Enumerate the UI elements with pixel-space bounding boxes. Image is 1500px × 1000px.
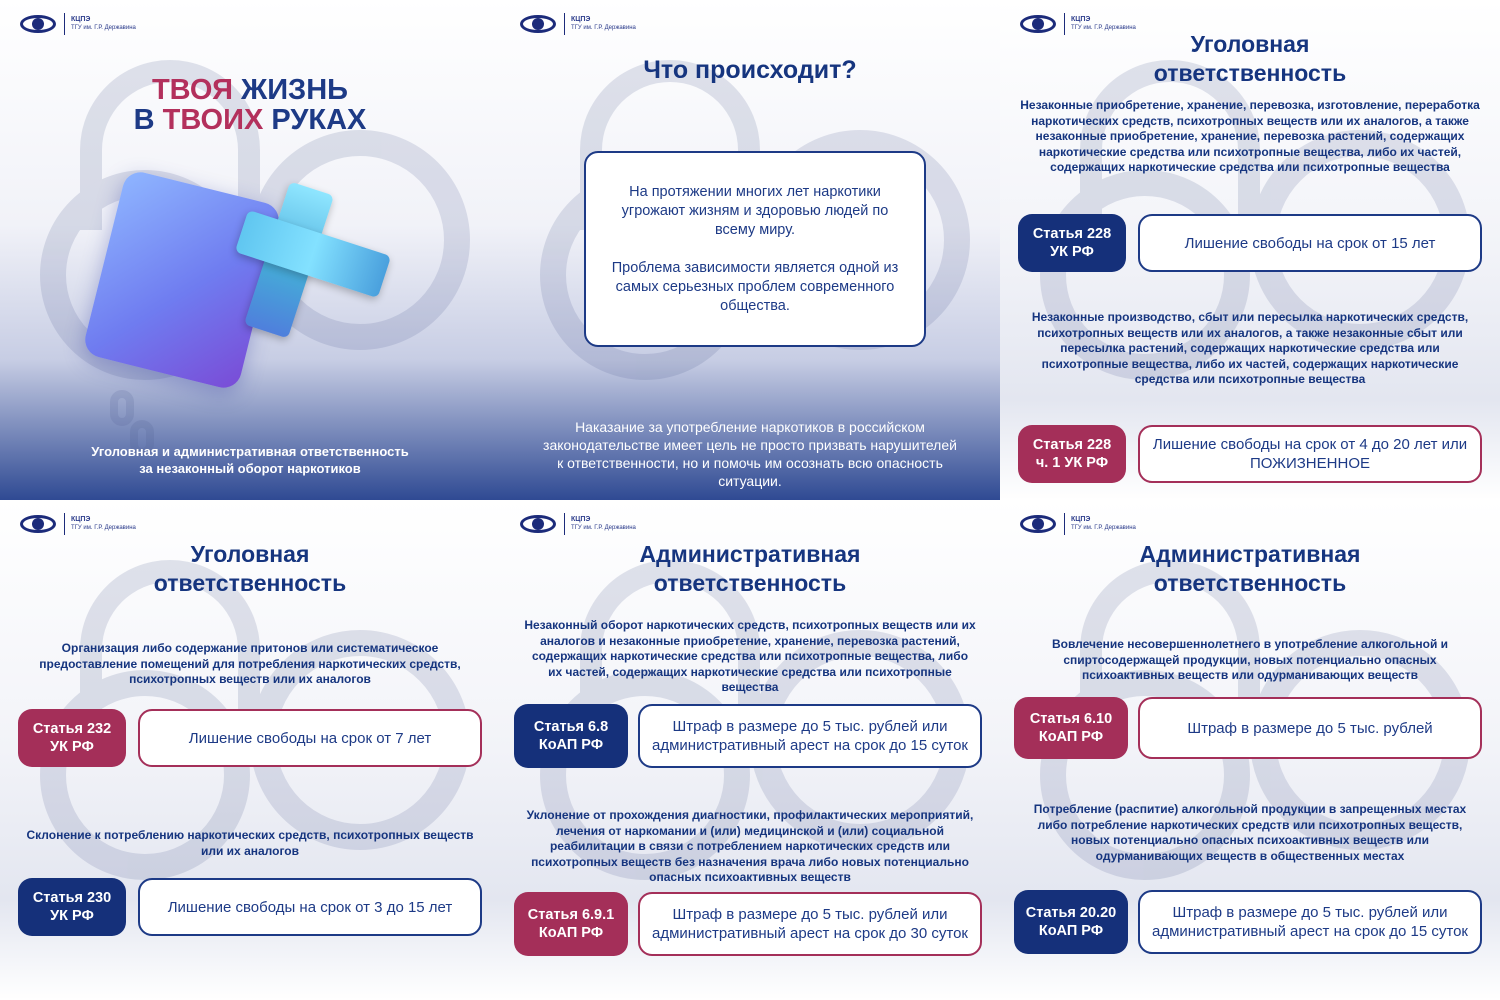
article-badge-line: Статья 228: [1032, 226, 1112, 242]
slide-title: [500, 540, 1000, 598]
article-description: Уклонение от прохождения диагностики, профилактических мероприятий, лечения от наркомании и (или) медицинской и (или) социальной реабилитации в связи с потреблением наркотических средств или психотропных веществ без назначения врача либо новых потенциально опасных психоактивных веществ: [526, 808, 974, 884]
article-description: Потребление (распитие) алкогольной продукции в запрещенных местах либо потребление наркотических средств или психотропных веществ, новых потенциально опасных психоактивных веществ или одурманивающих веществ в общественных местах: [1033, 802, 1467, 863]
article-badge-line: Статья 20.20: [1025, 905, 1117, 921]
logo-subtitle: ТГУ им. Г.Р. Державина: [1071, 525, 1136, 531]
info-card-paragraph: Проблема зависимости является одной из самых серьезных проблем современного общества.: [611, 260, 899, 314]
logo-subtitle: ТГУ им. Г.Р. Державина: [71, 525, 136, 531]
logo-abbr: КЦПЭ: [1071, 516, 1091, 523]
intro-subtitle-line: за незаконный оборот наркотиков: [139, 461, 361, 476]
logo-subtitle: ТГУ им. Г.Р. Державина: [1071, 25, 1136, 31]
hero-title: [0, 75, 500, 135]
article-description: Незаконные приобретение, хранение, перевозка, изготовление, переработка наркотических средств, психотропных веществ или их аналогов, а также незаконные приобретение, хранение, перевозка растений, содержащих наркотические средства или психотропные вещества, либо их частей, содержащих наркотические средства или психотропные вещества: [1020, 98, 1480, 174]
article-badge-line: Статья 230: [32, 890, 112, 906]
article-badge-line: Статья 232: [32, 721, 112, 737]
logo: [518, 512, 636, 536]
logo-abbr: КЦПЭ: [71, 516, 91, 523]
logo-subtitle: ТГУ им. Г.Р. Державина: [571, 525, 636, 531]
article-badge-line: Статья 6.8: [533, 719, 609, 735]
article-badge: [1018, 214, 1126, 272]
article-badge: [18, 709, 126, 767]
slide-intro: [0, 0, 500, 500]
slide-title-line: Уголовная: [1190, 31, 1310, 57]
hero-accent-word: ТВОЯ: [151, 74, 233, 106]
intro-subtitle-line: Уголовная и административная ответственность: [91, 444, 409, 459]
article-badge-line: КоАП РФ: [1038, 729, 1104, 745]
article-description: Незаконные производство, сбыт или пересылка наркотических средств, психотропных веществ или их аналогов, а также незаконные сбыт или пересылка растений, содержащих наркотические средства или психотропные вещества, либо их частей, содержащих наркотические средства или психотропные вещества: [1031, 310, 1469, 386]
hero-accent-word: ТВОИХ: [162, 104, 264, 136]
eye-logo-icon: [18, 12, 58, 36]
slide-criminal-2: [0, 500, 500, 1000]
slide-administrative-1: [500, 500, 1000, 1000]
penalty-box: Лишение свободы на срок от 15 лет: [1138, 214, 1482, 272]
slide-title: [1000, 30, 1500, 88]
penalty-box: Лишение свободы на срок от 7 лет: [138, 709, 482, 767]
hero-word: В: [133, 104, 163, 136]
logo-abbr: КЦПЭ: [1071, 16, 1091, 23]
slide-title-line: ответственность: [1153, 60, 1347, 86]
article-badge-line: Статья 6.9.1: [527, 907, 615, 923]
slide-what-happens: [500, 0, 1000, 500]
logo-abbr: КЦПЭ: [571, 516, 591, 523]
eye-logo-icon: [518, 12, 558, 36]
article-badge: [18, 878, 126, 936]
article-description: Склонение к потреблению наркотических средств, психотропных веществ или их аналогов: [26, 828, 474, 858]
logo: [518, 12, 636, 36]
intro-subtitle: [30, 443, 470, 477]
article-badge: [1014, 890, 1128, 954]
article-badge-line: КоАП РФ: [538, 737, 604, 753]
penalty-box: Лишение свободы на срок от 3 до 15 лет: [138, 878, 482, 936]
article-description: Организация либо содержание притонов или систематическое предоставление помещений для потребления наркотических средств, психотропных веществ или их аналогов: [39, 641, 461, 686]
slide-title: [0, 540, 500, 598]
hero-word: РУКАХ: [263, 104, 367, 136]
article-badge-line: Статья 6.10: [1029, 711, 1113, 727]
penalty-box: Штраф в размере до 5 тыс. рублей или административный арест на срок до 15 суток: [1138, 890, 1482, 954]
slide-title-line: Уголовная: [190, 541, 310, 567]
article-badge-line: УК РФ: [50, 739, 94, 755]
slide-title-line: ответственность: [653, 570, 847, 596]
penalty-box: Штраф в размере до 5 тыс. рублей или административный арест на срок до 15 суток: [638, 704, 982, 768]
article-badge-line: КоАП РФ: [538, 925, 604, 941]
penalty-box: Штраф в размере до 5 тыс. рублей или административный арест на срок до 30 суток: [638, 892, 982, 956]
slide-title-line: Административная: [639, 541, 861, 567]
article-badge: [1014, 697, 1128, 759]
penalty-box: Лишение свободы на срок от 4 до 20 лет или ПОЖИЗНЕННОЕ: [1138, 425, 1482, 483]
article-badge-line: УК РФ: [50, 908, 94, 924]
slide-title-line: ответственность: [153, 570, 347, 596]
article-badge: [514, 892, 628, 956]
slide-title: [1000, 540, 1500, 598]
slide-criminal-1: [1000, 0, 1500, 500]
article-badge-line: УК РФ: [1050, 244, 1094, 260]
article-badge-line: КоАП РФ: [1038, 923, 1104, 939]
eye-logo-icon: [1018, 512, 1058, 536]
slide-administrative-2: [1000, 500, 1500, 1000]
slide-title: Что происходит?: [643, 56, 857, 84]
article-badge: [514, 704, 628, 768]
article-badge: [1018, 425, 1126, 483]
logo: [1018, 512, 1136, 536]
logo-subtitle: ТГУ им. Г.Р. Державина: [71, 25, 136, 31]
logo: [18, 512, 136, 536]
article-description: Вовлечение несовершеннолетнего в употребление алкогольной и спиртосодержащей продукции, новых потенциально опасных психоактивных веществ или одурманивающих веществ: [1051, 637, 1449, 682]
article-badge-line: ч. 1 УК РФ: [1035, 455, 1109, 471]
hero-word: ЖИЗНЬ: [232, 74, 349, 106]
article-description: Незаконный оборот наркотических средств, психотропных веществ или их аналогов и незаконные приобретение, хранение, перевозка растений, содержащих наркотические средства или психотропные вещества, либо их частей, содержащих наркотические средства или психотропные вещества: [524, 618, 976, 694]
article-badge-line: Статья 228: [1032, 437, 1112, 453]
slide-title-line: ответственность: [1153, 570, 1347, 596]
eye-logo-icon: [18, 512, 58, 536]
slide-title-line: Административная: [1139, 541, 1361, 567]
logo-subtitle: ТГУ им. Г.Р. Державина: [571, 25, 636, 31]
logo-abbr: КЦПЭ: [571, 16, 591, 23]
logo-abbr: КЦПЭ: [71, 16, 91, 23]
eye-logo-icon: [518, 512, 558, 536]
info-card: [584, 151, 926, 347]
penalty-box: Штраф в размере до 5 тыс. рублей: [1138, 697, 1482, 759]
info-card-paragraph: На протяжении многих лет наркотики угрожают жизням и здоровью людей по всему миру.: [621, 184, 889, 238]
logo: [18, 12, 136, 36]
footer-paragraph: Наказание за употребление наркотиков в российском законодательстве имеет цель не просто призвать нарушителей к ответственности, но и помочь им осознать всю опасность ситуации.: [543, 419, 957, 489]
